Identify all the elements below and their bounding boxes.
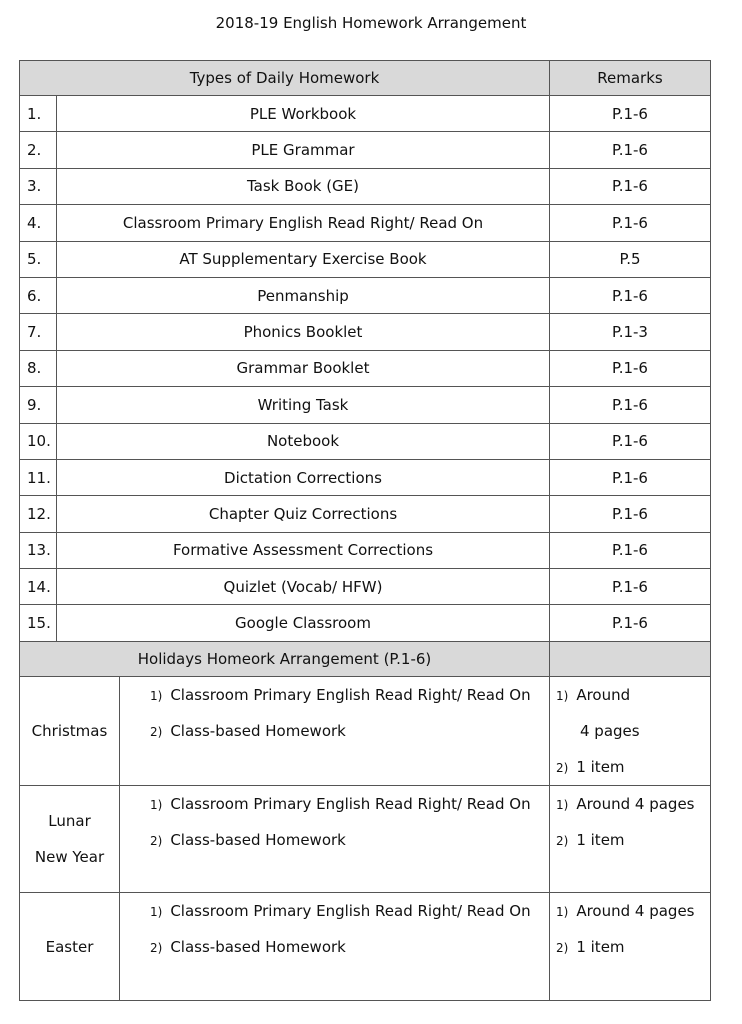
daily-item-remark: P.1-6 — [550, 168, 711, 204]
daily-item-number: 9. — [20, 387, 57, 423]
holiday-items — [120, 893, 550, 1001]
daily-row — [20, 132, 711, 168]
holiday-row — [20, 893, 711, 1001]
daily-item-name: Task Book (GE) — [57, 168, 550, 204]
holiday-name-line: New Year — [34, 848, 105, 867]
daily-row — [20, 277, 711, 313]
item-text: Class-based Homework — [170, 721, 346, 740]
remark-marker: 1) — [556, 797, 569, 812]
daily-item-name: Formative Assessment Corrections — [57, 532, 550, 568]
daily-item-name: Google Classroom — [57, 605, 550, 641]
remarks-header: Remarks — [550, 61, 711, 96]
holiday-name — [20, 893, 120, 1001]
holiday-item — [150, 822, 549, 858]
remark-text: 1 item — [576, 938, 625, 957]
daily-item-name: Quizlet (Vocab/ HFW) — [57, 569, 550, 605]
remark-marker: 2) — [556, 941, 569, 956]
item-text: Classroom Primary English Read Right/ Read On — [170, 685, 531, 704]
daily-item-number: 4. — [20, 205, 57, 241]
holiday-remark — [556, 713, 710, 749]
daily-row — [20, 387, 711, 423]
holiday-item — [150, 786, 549, 822]
daily-row — [20, 423, 711, 459]
daily-row — [20, 350, 711, 386]
daily-item-remark: P.1-6 — [550, 277, 711, 313]
daily-item-name: Writing Task — [57, 387, 550, 423]
holiday-remark — [556, 677, 710, 713]
daily-item-remark: P.1-6 — [550, 96, 711, 132]
daily-item-number: 15. — [20, 605, 57, 641]
holiday-name — [20, 676, 120, 785]
daily-item-name: Chapter Quiz Corrections — [57, 496, 550, 532]
daily-row — [20, 168, 711, 204]
daily-item-remark: P.1-6 — [550, 605, 711, 641]
daily-item-name: AT Supplementary Exercise Book — [57, 241, 550, 277]
holiday-item — [150, 677, 549, 713]
daily-row — [20, 314, 711, 350]
daily-item-number: 14. — [20, 569, 57, 605]
daily-item-name: Phonics Booklet — [57, 314, 550, 350]
daily-item-number: 8. — [20, 350, 57, 386]
holiday-name-line: Lunar — [48, 812, 91, 831]
holiday-item — [150, 929, 549, 965]
item-marker: 1) — [150, 688, 163, 703]
remark-text: Around 4 pages — [576, 902, 695, 921]
daily-row — [20, 96, 711, 132]
daily-row — [20, 496, 711, 532]
daily-item-number: 10. — [20, 423, 57, 459]
daily-item-name: PLE Grammar — [57, 132, 550, 168]
daily-item-name: Classroom Primary English Read Right/ Read On — [57, 205, 550, 241]
daily-item-remark: P.1-6 — [550, 496, 711, 532]
item-text: Class-based Homework — [170, 938, 346, 957]
daily-item-remark: P.1-6 — [550, 132, 711, 168]
daily-header-row — [20, 61, 711, 96]
item-text: Classroom Primary English Read Right/ Read On — [170, 794, 531, 813]
daily-item-remark: P.1-6 — [550, 569, 711, 605]
daily-item-number: 11. — [20, 459, 57, 495]
daily-item-remark: P.1-6 — [550, 205, 711, 241]
item-marker: 2) — [150, 941, 163, 956]
holiday-remark — [556, 893, 710, 929]
daily-item-name: Notebook — [57, 423, 550, 459]
holiday-items — [120, 785, 550, 893]
daily-item-number: 2. — [20, 132, 57, 168]
daily-types-header: Types of Daily Homework — [20, 61, 550, 96]
holiday-header-row — [20, 641, 711, 676]
daily-row — [20, 459, 711, 495]
remark-marker: 1) — [556, 688, 569, 703]
daily-item-remark: P.1-6 — [550, 350, 711, 386]
daily-item-name: Grammar Booklet — [57, 350, 550, 386]
daily-item-number: 6. — [20, 277, 57, 313]
holiday-item — [150, 893, 549, 929]
daily-item-remark: P.5 — [550, 241, 711, 277]
daily-row — [20, 532, 711, 568]
remark-text: 4 pages — [580, 721, 640, 740]
holiday-name-line: Christmas — [31, 721, 108, 740]
daily-row — [20, 569, 711, 605]
holiday-remarks — [550, 893, 711, 1001]
remark-marker: 2) — [556, 760, 569, 775]
remark-text: Around — [576, 685, 631, 704]
daily-item-number: 5. — [20, 241, 57, 277]
item-marker: 2) — [150, 833, 163, 848]
item-text: Class-based Homework — [170, 830, 346, 849]
daily-item-number: 7. — [20, 314, 57, 350]
item-marker: 2) — [150, 724, 163, 739]
daily-item-name: Dictation Corrections — [57, 459, 550, 495]
holiday-row — [20, 785, 711, 893]
daily-item-remark: P.1-6 — [550, 387, 711, 423]
holiday-header-remarks-blank — [550, 641, 711, 676]
holiday-remarks — [550, 785, 711, 893]
daily-item-remark: P.1-6 — [550, 532, 711, 568]
holiday-remarks — [550, 676, 711, 785]
remark-marker: 1) — [556, 905, 569, 920]
daily-item-name: PLE Workbook — [57, 96, 550, 132]
document-title: 2018-19 English Homework Arrangement — [215, 14, 527, 32]
remark-text: 1 item — [576, 830, 625, 849]
holiday-items — [120, 676, 550, 785]
daily-row — [20, 241, 711, 277]
remark-marker: 2) — [556, 833, 569, 848]
holiday-remark — [556, 749, 710, 785]
daily-item-number: 1. — [20, 96, 57, 132]
item-text: Classroom Primary English Read Right/ Read On — [170, 902, 531, 921]
daily-item-number: 12. — [20, 496, 57, 532]
remark-text: Around 4 pages — [576, 794, 695, 813]
holiday-remark — [556, 929, 710, 965]
remark-text: 1 item — [576, 757, 625, 776]
daily-row — [20, 205, 711, 241]
daily-item-number: 13. — [20, 532, 57, 568]
daily-row — [20, 605, 711, 641]
holiday-name-line: Easter — [45, 937, 94, 956]
daily-item-name: Penmanship — [57, 277, 550, 313]
item-marker: 1) — [150, 905, 163, 920]
daily-item-remark: P.1-6 — [550, 423, 711, 459]
holiday-remark — [556, 822, 710, 858]
daily-item-number: 3. — [20, 168, 57, 204]
item-marker: 1) — [150, 797, 163, 812]
holiday-item — [150, 713, 549, 749]
holiday-remark — [556, 786, 710, 822]
holiday-row — [20, 676, 711, 785]
homework-table — [19, 60, 711, 1001]
daily-item-remark: P.1-3 — [550, 314, 711, 350]
holiday-header: Holidays Homeork Arrangement (P.1-6) — [20, 641, 550, 676]
daily-item-remark: P.1-6 — [550, 459, 711, 495]
holiday-name — [20, 785, 120, 893]
